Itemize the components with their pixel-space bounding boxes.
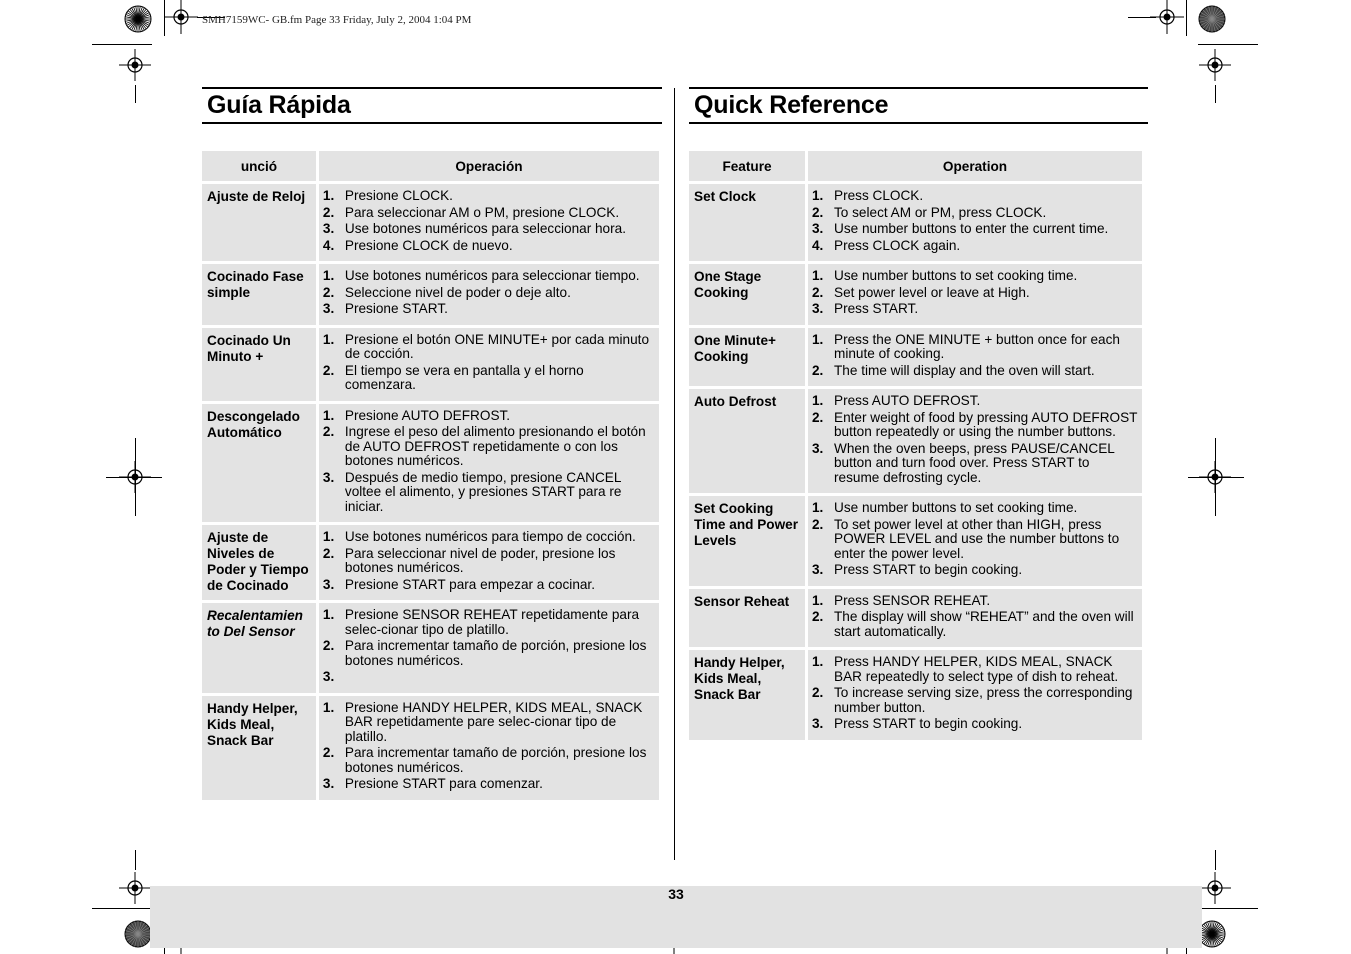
table-row (689, 650, 1142, 740)
step-list (812, 594, 1138, 640)
table-row (689, 389, 1142, 493)
footer-bar (150, 886, 1202, 948)
step-text: To set power level at other than HIGH, press POWER LEVEL and use the number buttons to enter the power level. (834, 516, 1120, 561)
step-text: Press HANDY HELPER, KIDS MEAL, SNACK BAR repeatedly to select type of dish to reheat. (834, 654, 1119, 684)
feature-name: Recalentamien to Del Sensor (202, 603, 316, 693)
feature-name: Set Clock (689, 184, 805, 261)
english-section (689, 87, 1148, 743)
step-text: Presione SENSOR REHEAT repetidamente para selec-cionar tipo de platillo. (344, 607, 640, 637)
step-text: Después de medio tiempo, presione CANCEL voltee el alimento, y presiones START para re iniciar. (344, 469, 622, 514)
starburst-icon (124, 5, 152, 33)
feature-column-header: unció (202, 151, 316, 181)
step-text: When the oven beeps, press PAUSE/CANCEL button and turn food over. Press START to resume defrosting cycle. (834, 440, 1115, 485)
operation-column-header: Operation (808, 151, 1142, 181)
step-text: El tiempo se vera en pantalla y el horno comenzara. (344, 362, 584, 392)
feature-name: Auto Defrost (689, 389, 805, 493)
step-number: 1. (812, 331, 824, 347)
step-number: 3. (322, 669, 335, 684)
step-text: Presione CLOCK. (344, 188, 453, 203)
feature-name: Ajuste de Niveles de Poder y Tiempo de Cocinado (202, 525, 316, 600)
step-item (812, 655, 1138, 684)
step-number: 1. (812, 500, 824, 515)
operation-steps (808, 650, 1142, 740)
step-item (812, 269, 1138, 284)
step-number: 1. (812, 654, 824, 669)
step-number: 2. (812, 362, 824, 378)
step-item (323, 189, 655, 204)
step-list (812, 655, 1138, 732)
crop-mark-line (135, 438, 136, 516)
operation-steps (808, 184, 1142, 261)
step-item (812, 189, 1138, 204)
table-row (689, 184, 1142, 261)
step-number: 1. (812, 393, 824, 408)
step-text: Press CLOCK. (834, 188, 924, 203)
step-item (812, 442, 1138, 486)
crosshair-icon (164, 0, 198, 34)
crop-mark-line (106, 477, 162, 478)
crop-mark-line (164, 0, 165, 36)
step-number: 2. (812, 409, 824, 425)
step-list (812, 269, 1138, 317)
crosshair-icon (119, 49, 151, 81)
operation-steps (319, 404, 659, 523)
step-item (323, 364, 655, 393)
operation-steps (319, 184, 659, 261)
crop-mark-line (92, 44, 152, 45)
crop-mark-line (135, 85, 136, 103)
feature-name: Ajuste de Reloj (202, 184, 316, 261)
step-item (812, 610, 1138, 639)
operation-steps (808, 328, 1142, 387)
feature-name: Set Cooking Time and Power Levels (689, 496, 805, 586)
operation-steps (319, 525, 659, 600)
step-text: Presione START para empezar a cocinar. (344, 576, 595, 592)
crop-mark-line (1215, 438, 1216, 516)
step-number: 1. (322, 529, 335, 544)
table-row (689, 328, 1142, 387)
step-item (812, 206, 1138, 221)
feature-name: Handy Helper, Kids Meal, Snack Bar (689, 650, 805, 740)
step-number: 2. (812, 204, 824, 220)
step-item (323, 746, 655, 775)
step-number: 2. (322, 745, 335, 760)
step-number: 3. (812, 716, 824, 731)
spanish-table-body (202, 184, 659, 800)
step-list (812, 501, 1138, 578)
step-item (323, 239, 655, 254)
step-item (812, 501, 1138, 516)
step-number: 3. (322, 221, 335, 236)
step-item (323, 530, 655, 545)
crop-mark-line (1198, 44, 1258, 45)
step-text: Use botones numéricos para seleccionar hora. (344, 221, 626, 236)
step-number: 2. (812, 685, 824, 700)
step-item (812, 518, 1138, 562)
crop-mark-line (1186, 0, 1187, 36)
feature-name: Handy Helper, Kids Meal, Snack Bar (202, 696, 316, 800)
crop-mark-line (1198, 908, 1258, 909)
step-text: Presione START para comenzar. (344, 776, 543, 791)
table-row (689, 496, 1142, 586)
step-item (323, 608, 655, 637)
step-list (812, 333, 1138, 379)
step-text: Enter weight of food by pressing AUTO DEFROST button repeatedly or using the number buttons. (834, 409, 1138, 439)
step-text: Para incrementar tamaño de porción, presione los botones numéricos. (344, 745, 647, 775)
step-text: The display will show “REHEAT” and the oven will start automatically. (834, 609, 1134, 639)
step-number: 1. (322, 268, 335, 283)
step-number: 2. (812, 284, 824, 300)
step-number: 2. (322, 284, 335, 300)
step-item (323, 471, 655, 515)
step-item (812, 411, 1138, 440)
step-list (323, 269, 655, 317)
step-item (812, 686, 1138, 715)
step-item (812, 239, 1138, 254)
feature-name: One Minute+ Cooking (689, 328, 805, 387)
step-text: Set power level or leave at High. (834, 284, 1030, 300)
step-text: Press CLOCK again. (834, 237, 961, 253)
step-item (323, 333, 655, 362)
step-list (812, 394, 1138, 485)
table-row (202, 404, 659, 523)
english-table-body (689, 184, 1142, 740)
feature-name: Descongelado Automático (202, 404, 316, 523)
step-number: 1. (812, 188, 824, 203)
operation-steps (808, 496, 1142, 586)
step-item (323, 206, 655, 221)
step-text: Press SENSOR REHEAT. (834, 592, 991, 608)
step-list (323, 530, 655, 592)
step-item (323, 777, 655, 792)
table-row (202, 603, 659, 693)
step-number: 2. (322, 362, 335, 378)
crop-mark-line (1188, 477, 1244, 478)
table-row (202, 525, 659, 600)
operation-column-header: Operación (319, 151, 659, 181)
step-item (323, 302, 655, 317)
english-title: Quick Reference (689, 87, 1148, 124)
step-text: Ingrese el peso del alimento presionando el botón de AUTO DEFROST repetidamente o con los botones numéricos. (344, 424, 646, 468)
step-item (323, 222, 655, 237)
step-number: 1. (322, 699, 335, 715)
step-list (323, 189, 655, 253)
feature-name: Cocinado Fase simple (202, 264, 316, 325)
step-number: 3. (812, 221, 824, 236)
step-item (323, 409, 655, 424)
step-list (323, 701, 655, 792)
step-item (323, 670, 655, 685)
step-number: 2. (322, 204, 335, 220)
step-text: Use botones numéricos para seleccionar tiempo. (344, 268, 640, 283)
step-number: 1. (322, 188, 335, 203)
step-number: 2. (322, 424, 335, 439)
step-item (323, 578, 655, 593)
step-text: Use number buttons to set cooking time. (834, 268, 1078, 283)
step-list (323, 409, 655, 515)
step-item (812, 563, 1138, 578)
step-number: 3. (812, 562, 824, 577)
step-number: 3. (812, 301, 824, 316)
spanish-section (202, 87, 662, 803)
step-list (323, 608, 655, 685)
operation-steps (319, 603, 659, 693)
feature-column-header: Feature (689, 151, 805, 181)
english-reference-table (686, 148, 1145, 743)
feature-name: One Stage Cooking (689, 264, 805, 325)
step-number: 2. (322, 638, 335, 653)
step-number: 4. (322, 237, 335, 253)
operation-steps (319, 264, 659, 325)
step-text: Press START to begin cooking. (834, 562, 1023, 577)
step-text: Presione el botón ONE MINUTE+ por cada minuto de cocción. (344, 331, 650, 361)
feature-name: Cocinado Un Minuto + (202, 328, 316, 401)
step-item (812, 333, 1138, 362)
step-item (323, 286, 655, 301)
step-text: The time will display and the oven will start. (834, 362, 1095, 378)
step-text: Use number buttons to enter the current time. (834, 221, 1109, 236)
step-number: 2. (322, 545, 335, 561)
step-number: 3. (322, 469, 335, 485)
crosshair-icon (1199, 49, 1231, 81)
page-number: 33 (668, 886, 684, 902)
crop-mark-line (1215, 85, 1216, 103)
crosshair-icon (1199, 872, 1231, 904)
step-text: Presione AUTO DEFROST. (344, 407, 511, 423)
table-row (202, 696, 659, 800)
step-item (812, 286, 1138, 301)
step-item (812, 302, 1138, 317)
starburst-icon (1198, 920, 1226, 948)
step-item (323, 269, 655, 284)
step-item (812, 222, 1138, 237)
step-number: 4. (812, 237, 824, 253)
crop-mark-line (135, 850, 136, 870)
spanish-title: Guía Rápida (202, 87, 662, 124)
step-text: Press AUTO DEFROST. (834, 393, 981, 408)
step-text: Presione HANDY HELPER, KIDS MEAL, SNACK BAR repetidamente pare selec-cionar tipo de platillo. (344, 699, 643, 744)
step-text: Press START. (834, 301, 919, 316)
step-text: Presione START. (344, 301, 448, 316)
step-item (812, 364, 1138, 379)
step-number: 2. (812, 609, 824, 624)
file-info-header: SMH7159WC- GB.fm Page 33 Friday, July 2, 2004 1:04 PM (202, 14, 472, 26)
feature-name: Sensor Reheat (689, 589, 805, 648)
step-text: Use number buttons to set cooking time. (834, 500, 1078, 515)
step-item (812, 594, 1138, 609)
step-list (812, 189, 1138, 253)
step-number: 1. (322, 331, 335, 347)
crop-mark-line (92, 908, 152, 909)
step-number: 1. (812, 592, 824, 608)
step-item (323, 639, 655, 668)
crosshair-icon (119, 872, 151, 904)
operation-steps (319, 696, 659, 800)
step-text: Para seleccionar AM o PM, presione CLOCK. (344, 204, 620, 220)
step-number: 1. (322, 407, 335, 423)
step-text: To increase serving size, press the corresponding number button. (834, 685, 1133, 715)
crop-mark-line (1215, 850, 1216, 870)
step-item (323, 701, 655, 745)
step-item (323, 425, 655, 469)
step-number: 3. (322, 776, 335, 791)
step-number: 3. (322, 576, 335, 592)
step-number: 1. (812, 268, 824, 283)
table-row (689, 264, 1142, 325)
table-row (689, 589, 1142, 648)
step-number: 2. (812, 516, 824, 532)
registration-disc-icon (124, 920, 152, 948)
step-item (323, 547, 655, 576)
operation-steps (808, 264, 1142, 325)
step-text: Press the ONE MINUTE + button once for each minute of cooking. (834, 331, 1120, 361)
table-row (202, 184, 659, 261)
step-text: To select AM or PM, press CLOCK. (834, 204, 1047, 220)
step-text: Para incrementar tamaño de porción, presione los botones numéricos. (344, 638, 647, 668)
table-row (202, 328, 659, 401)
column-divider (674, 88, 675, 860)
step-number: 3. (812, 440, 824, 456)
step-item (812, 394, 1138, 409)
step-item (812, 717, 1138, 732)
step-text: Presione CLOCK de nuevo. (344, 237, 513, 253)
operation-steps (808, 389, 1142, 493)
step-list (323, 333, 655, 393)
step-text: Use botones numéricos para tiempo de cocción. (344, 529, 636, 544)
table-row (202, 264, 659, 325)
step-text (345, 669, 349, 684)
step-text: Seleccione nivel de poder o deje alto. (344, 284, 571, 300)
step-number: 1. (322, 607, 335, 622)
operation-steps (319, 328, 659, 401)
registration-disc-icon (1198, 5, 1226, 33)
step-number: 3. (322, 301, 335, 316)
operation-steps (808, 589, 1142, 648)
step-text: Para seleccionar nivel de poder, presione los botones numéricos. (344, 545, 616, 575)
step-text: Press START to begin cooking. (834, 716, 1023, 731)
crop-mark-line (1128, 17, 1156, 18)
spanish-reference-table (199, 148, 662, 803)
